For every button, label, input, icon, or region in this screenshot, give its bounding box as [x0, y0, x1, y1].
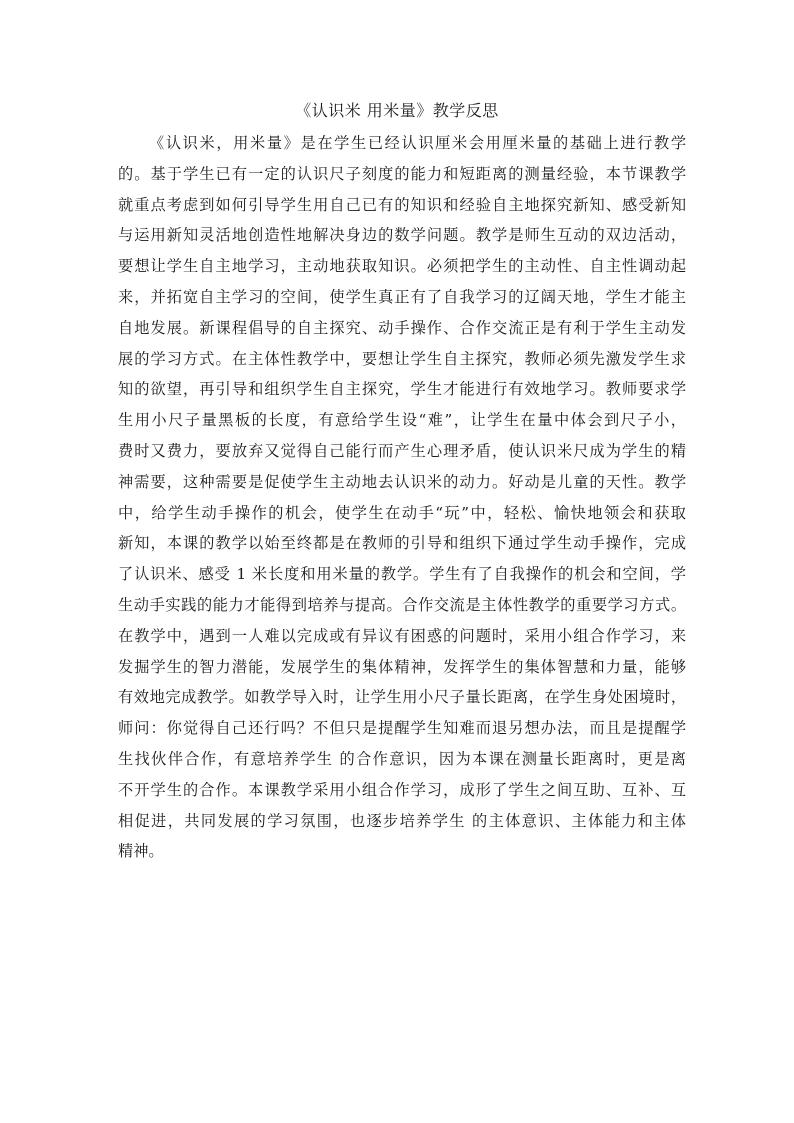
body-line: 了认识米、感受 1 米长度和用米量的教学。学生有了自我操作的机会和空间，学: [118, 565, 686, 584]
body-line: 的。基于学生已有一定的认识尺子刻度的能力和短距离的测量经验，本节课教学: [118, 164, 686, 183]
body-line: 《认识米，用米量》是在学生已经认识厘米会用厘米量的基础上进行教学: [149, 134, 686, 152]
body-line: 相促进，共同发展的学习氛围，也逐步培养学生 的主体意识、主体能力和主体: [118, 811, 686, 830]
body-line: 不开学生的合作。本课教学采用小组合作学习，成形了学生之间互助、互补、互: [118, 780, 686, 799]
body-line: 神需要，这种需要是促使学生主动地去认识米的动力。好动是儿童的天性。教学: [118, 472, 686, 491]
body-line: 与运用新知灵活地创造性地解决身边的数学问题。教学是师生互动的双边活动，: [118, 226, 686, 245]
body-line: 费时又费力，要放弃又觉得自己能行而产生心理矛盾，使认识米尺成为学生的精: [118, 441, 686, 460]
document-title: 《认识米 用米量》教学反思: [295, 101, 499, 120]
body-line: 来，并拓宽自主学习的空间，使学生真正有了自我学习的辽阔天地，学生才能主: [118, 287, 686, 306]
body-line: 展的学习方式。在主体性教学中，要想让学生自主探究，教师必须先激发学生求: [118, 349, 686, 368]
body-line: 在教学中，遇到一人难以完成或有异议有困惑的问题时，采用小组合作学习，来: [118, 626, 686, 645]
body-line: 中，给学生动手操作的机会，使学生在动手“玩”中，轻松、愉快地领会和获取: [118, 503, 686, 522]
body-line: 生用小尺子量黑板的长度，有意给学生设“难”，让学生在量中体会到尺子小，: [118, 411, 686, 430]
body-line: 师问：你觉得自己还行吗？不但只是提醒学生知难而退另想办法，而且是提醒学: [118, 719, 686, 738]
body-line: 发掘学生的智力潜能，发展学生的集体精神，发挥学生的集体智慧和力量，能够: [118, 657, 686, 676]
body-line: 知的欲望，再引导和组织学生自主探究，学生才能进行有效地学习。教师要求学: [118, 380, 686, 399]
body-line: 有效地完成教学。如教学导入时，让学生用小尺子量长距离，在学生身处困境时，: [118, 688, 686, 707]
body-line: 就重点考虑到如何引导学生用自己已有的知识和经验自主地探究新知、感受新知: [118, 195, 686, 214]
body-line: 新知，本课的教学以始至终都是在教师的引导和组织下通过学生动手操作，完成: [118, 534, 686, 553]
body-line: 要想让学生自主地学习，主动地获取知识。必须把学生的主动性、自主性调动起: [118, 257, 686, 276]
body-line: 精神。: [118, 842, 164, 861]
body-line: 生找伙伴合作，有意培养学生 的合作意识，因为本课在测量长距离时，更是离: [118, 749, 686, 768]
body-line: 自地发展。新课程倡导的自主探究、动手操作、合作交流正是有利于学生主动发: [118, 318, 686, 337]
body-line: 生动手实践的能力才能得到培养与提高。合作交流是主体性教学的重要学习方式。: [118, 595, 686, 614]
document-body: [118, 128, 686, 867]
